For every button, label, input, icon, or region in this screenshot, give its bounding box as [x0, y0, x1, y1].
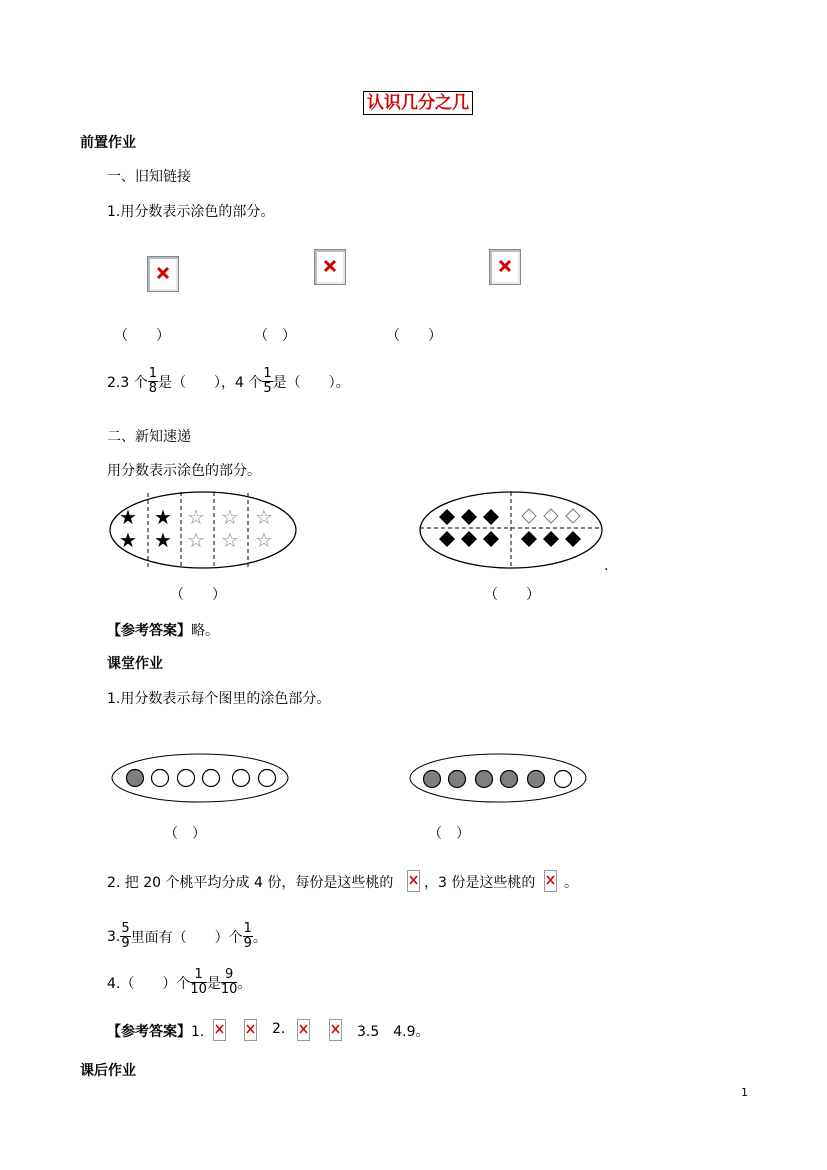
star-shaded: ★ [119, 528, 137, 552]
star-ellipse-figure [108, 490, 298, 570]
fraction-denominator: 8 [148, 381, 157, 396]
answer-blank: （ ） [386, 328, 442, 344]
star-empty: ☆ [187, 505, 205, 529]
fraction-denominator: 10 [220, 982, 238, 997]
broken-image-icon [314, 249, 346, 285]
subsection-heading-review: 一、旧知链接 [107, 169, 191, 185]
star-empty: ☆ [255, 505, 273, 529]
section-heading-after: 课后作业 [80, 1063, 136, 1079]
circle-ellipse-figure [408, 752, 588, 804]
fraction-numerator: 9 [221, 968, 238, 983]
star-empty: ☆ [255, 528, 273, 552]
answer-blank: （ ） [484, 587, 540, 603]
question-text: 里面有（ ）个 [130, 929, 243, 946]
question-text: 。 [237, 975, 252, 992]
fraction-denominator: 9 [243, 936, 252, 951]
answer-blank: （ ） [170, 587, 226, 603]
broken-image-icon [489, 249, 521, 285]
question-text: 用分数表示涂色的部分。 [107, 463, 261, 479]
fraction [190, 968, 207, 997]
section-heading-pre: 前置作业 [80, 135, 136, 151]
fraction-denominator: 10 [190, 982, 207, 997]
fraction-numerator: 5 [121, 921, 130, 936]
broken-image-icon [147, 256, 179, 292]
question-fraction-line [107, 367, 350, 396]
question-text: 1.用分数表示涂色的部分。 [107, 204, 275, 220]
answer-blank: （ ） [428, 826, 470, 842]
question-text: 是 [206, 975, 221, 992]
fraction-numerator: 1 [263, 366, 272, 381]
reference-answer [107, 620, 219, 640]
answer-label: 【参考答案】 [107, 1024, 191, 1040]
broken-image-icon [407, 870, 420, 892]
answer-blank: （ ） [114, 328, 170, 344]
star-shaded: ★ [119, 505, 137, 529]
fraction-denominator: 5 [263, 381, 272, 396]
subsection-heading-new: 二、新知速递 [107, 429, 191, 445]
diamond-ellipse-figure [418, 490, 604, 570]
reference-answer [107, 1021, 204, 1041]
question-text: 2. 把 20 个桃平均分成 4 份，每份是这些桃的 [107, 875, 394, 891]
fraction [148, 367, 158, 396]
answer-blank: （ ） [254, 328, 296, 344]
answer-blank: （ ） [164, 826, 206, 842]
question-text: 2.3 个 [107, 374, 148, 391]
fraction-numerator: 1 [148, 366, 157, 381]
section-heading-class: 课堂作业 [107, 656, 163, 672]
page-title: 认识几分之几 [363, 91, 473, 115]
fraction-numerator: 1 [243, 921, 252, 936]
circle-ellipse-figure [110, 752, 290, 804]
broken-image-icon [244, 1019, 257, 1041]
question-text: 3. [107, 928, 121, 945]
answer-text: 2. [272, 1021, 286, 1037]
question-text: 是（ ）。 [272, 374, 350, 391]
fraction [221, 968, 238, 997]
answer-text: 1. [191, 1024, 205, 1040]
star-empty: ☆ [187, 528, 205, 552]
fraction-numerator: 1 [190, 968, 207, 983]
fraction [243, 922, 253, 951]
star-empty: ☆ [221, 505, 239, 529]
star-shaded: ★ [154, 505, 172, 529]
question-text: 4.（ ）个 [107, 975, 191, 992]
answer-label: 【参考答案】 [107, 623, 191, 639]
fraction-denominator: 9 [121, 936, 130, 951]
page-number: 1 [741, 1086, 748, 1099]
question-fraction-line [107, 922, 267, 951]
broken-image-icon [297, 1019, 310, 1041]
question-text: 。 [564, 875, 578, 891]
question-text: ，3 份是这些桃的 [424, 875, 536, 891]
question-text: 是（ ），4 个 [158, 374, 263, 391]
broken-image-icon [213, 1019, 226, 1041]
broken-image-icon [329, 1019, 342, 1041]
fraction [262, 367, 272, 396]
star-shaded: ★ [154, 528, 172, 552]
question-text: 。 [252, 929, 267, 946]
stray-dot: . [604, 558, 609, 574]
star-empty: ☆ [221, 528, 239, 552]
answer-text: 略。 [191, 623, 219, 639]
fraction [120, 922, 130, 951]
question-text: 1.用分数表示每个图里的涂色部分。 [107, 691, 331, 707]
question-fraction-line [107, 968, 251, 997]
answer-text: 3.5 4.9。 [357, 1024, 430, 1040]
broken-image-icon [544, 870, 557, 892]
